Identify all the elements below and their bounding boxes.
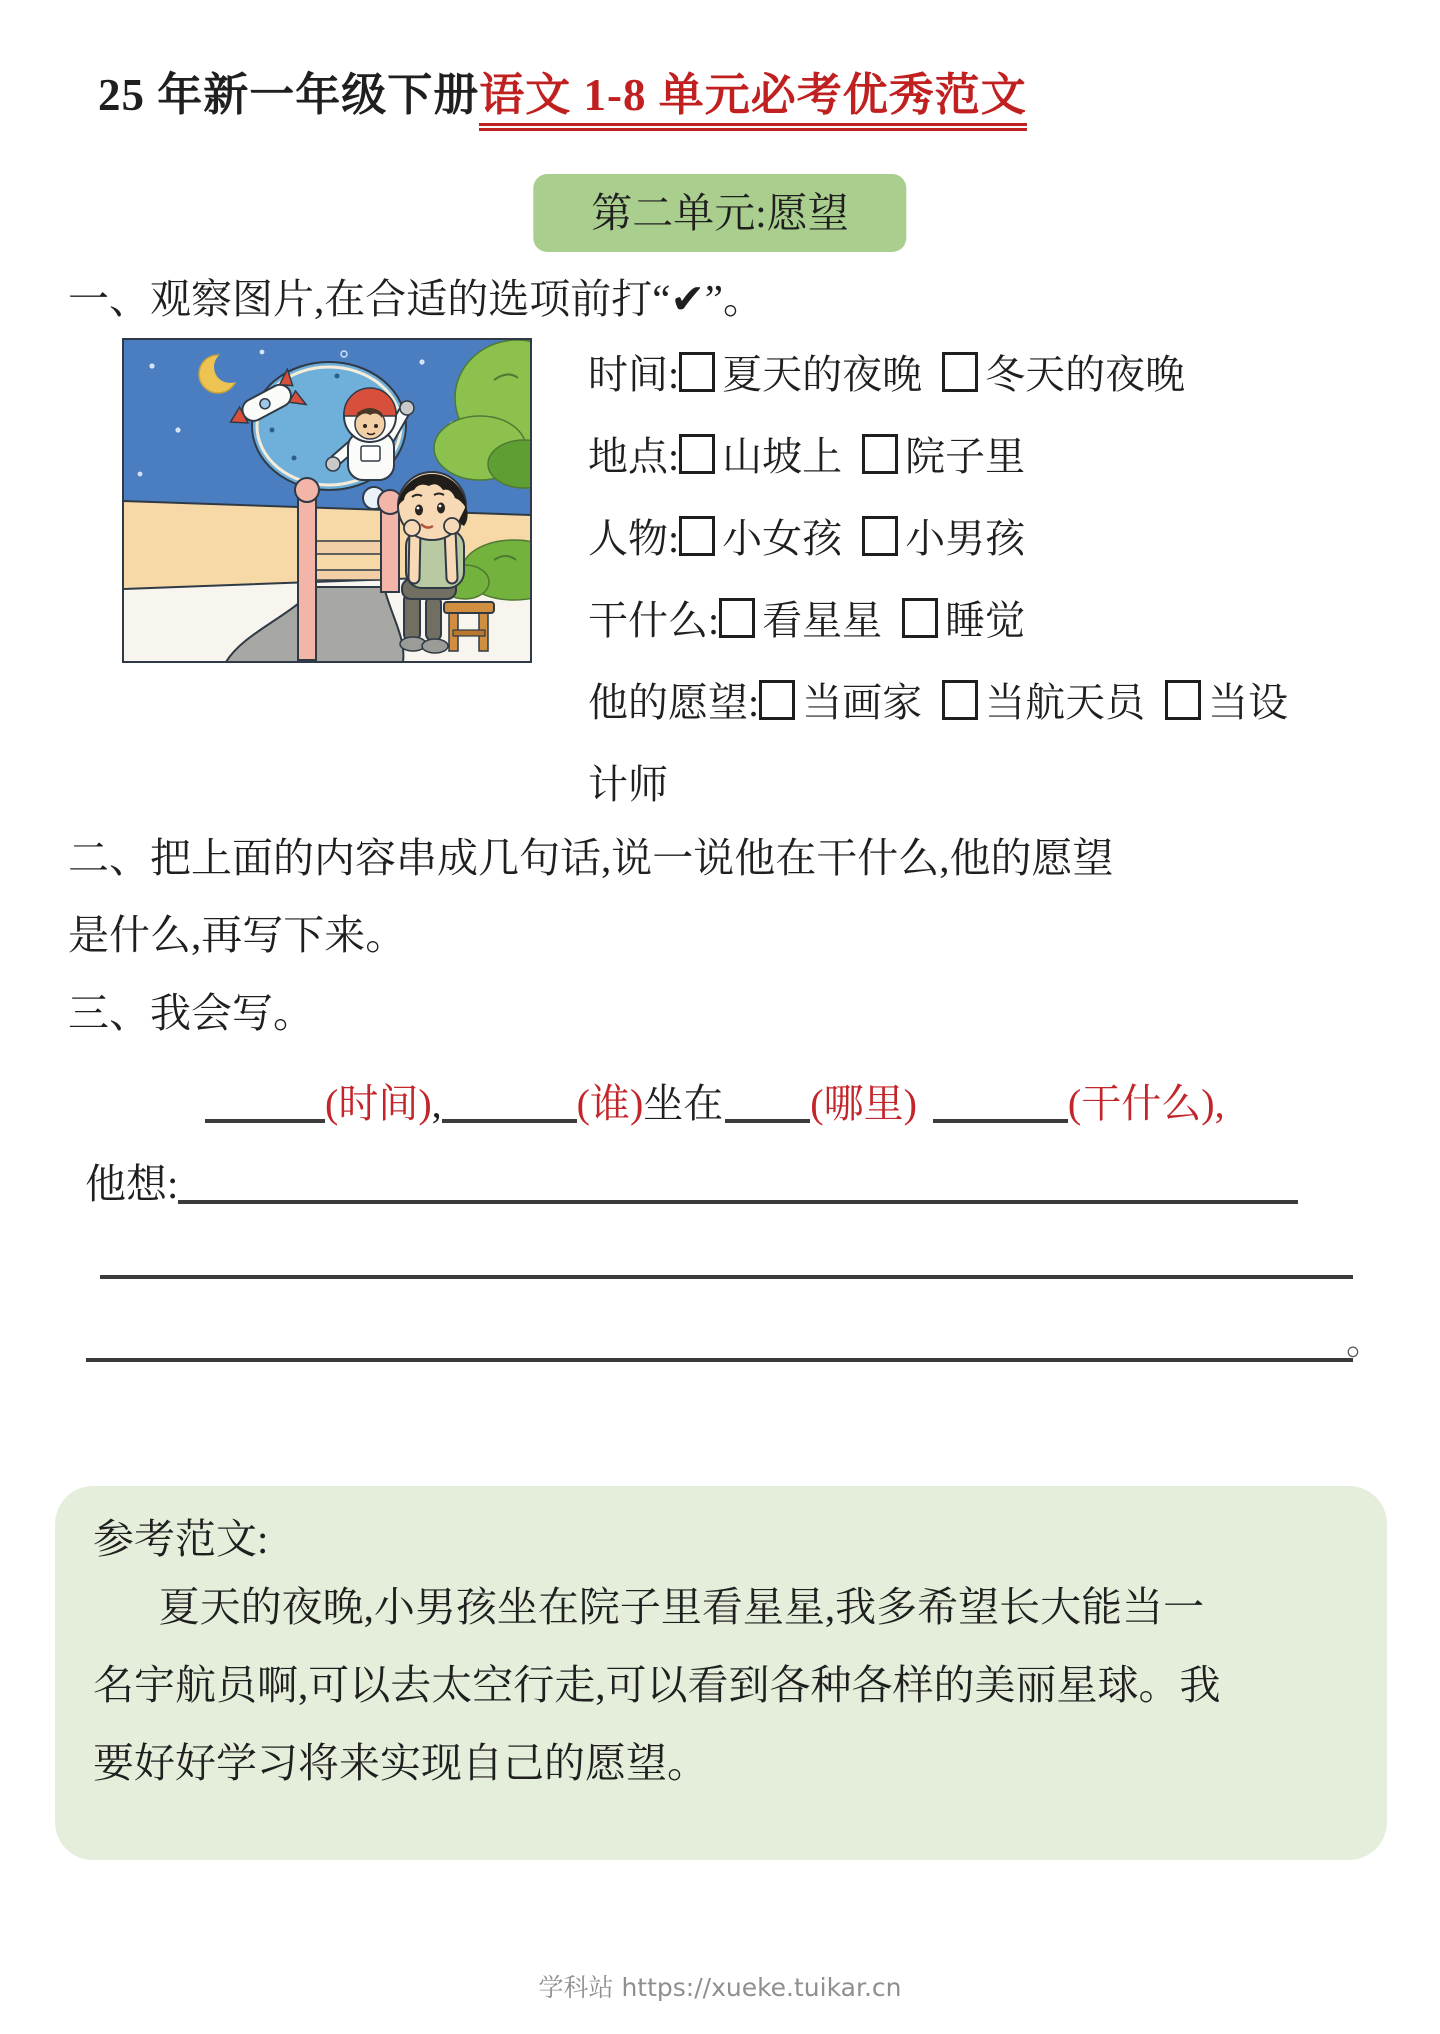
answer-blank bbox=[442, 1075, 577, 1123]
option-checkbox[interactable] bbox=[679, 434, 715, 474]
q2-heading bbox=[68, 820, 1114, 974]
option-checkbox[interactable] bbox=[942, 352, 978, 392]
option-checkbox[interactable] bbox=[942, 680, 978, 720]
unit-banner: 第二单元:愿望 bbox=[533, 174, 906, 252]
option-text: 当画家 bbox=[802, 680, 923, 725]
option-text: 看星星 bbox=[762, 598, 883, 643]
option-label: 他的愿望: bbox=[588, 680, 760, 725]
answer-blank bbox=[100, 1275, 1353, 1279]
q3-heading: 三、我会写。 bbox=[68, 990, 314, 1036]
option-checkbox[interactable] bbox=[679, 516, 715, 556]
option-row-place bbox=[588, 416, 1288, 498]
page-title-red-underlined: 语文 1-8 单元必考优秀范文 bbox=[479, 70, 1027, 131]
option-label: 时间: bbox=[588, 352, 680, 397]
page-title bbox=[98, 58, 1027, 123]
reference-line: 名宇航员啊,可以去太空行走,可以看到各种各样的美丽星球。我 bbox=[93, 1662, 1221, 1708]
scene-illustration bbox=[122, 338, 532, 663]
option-text: 冬天的夜晚 bbox=[985, 352, 1186, 397]
option-checkbox[interactable] bbox=[862, 434, 898, 474]
reference-line: 要好好学习将来实现自己的愿望。 bbox=[93, 1740, 708, 1786]
option-text: 院子里 bbox=[905, 434, 1026, 479]
q2-line1: 二、把上面的内容串成几句话,说一说他在干什么,他的愿望 bbox=[68, 835, 1114, 881]
fill-in-line bbox=[60, 1062, 1225, 1146]
option-text: 当航天员 bbox=[985, 680, 1146, 725]
he-thinks-label: 他想: bbox=[85, 1161, 179, 1207]
option-checkbox[interactable] bbox=[902, 598, 938, 638]
comma: , bbox=[431, 1081, 442, 1126]
reference-essay-box bbox=[55, 1486, 1387, 1860]
option-label: 干什么: bbox=[588, 598, 720, 643]
site-watermark: 学科站 https://xueke.tuikar.cn bbox=[538, 1973, 902, 2002]
option-label: 地点: bbox=[588, 434, 680, 479]
option-text: 小女孩 bbox=[722, 516, 843, 561]
q1-options bbox=[588, 334, 1288, 826]
option-checkbox[interactable] bbox=[719, 598, 755, 638]
hint-what: (干什么) bbox=[1067, 1081, 1215, 1126]
answer-blank bbox=[933, 1075, 1068, 1123]
option-text: 小男孩 bbox=[905, 516, 1026, 561]
option-row-time bbox=[588, 334, 1288, 416]
reference-line: 夏天的夜晚,小男孩坐在院子里看星星,我多希望长大能当一 bbox=[158, 1584, 1205, 1630]
option-text: 山坡上 bbox=[722, 434, 843, 479]
option-checkbox[interactable] bbox=[679, 352, 715, 392]
answer-blank bbox=[725, 1075, 810, 1123]
option-checkbox[interactable] bbox=[1165, 680, 1201, 720]
answer-blank bbox=[205, 1075, 325, 1123]
page-title-black: 25 年新一年级下册 bbox=[98, 70, 480, 120]
answer-blank bbox=[178, 1156, 1298, 1204]
option-row-person bbox=[588, 498, 1288, 580]
option-text: 当设 bbox=[1208, 680, 1289, 725]
reference-label: 参考范文: bbox=[93, 1516, 269, 1562]
he-thinks-line bbox=[85, 1142, 1298, 1226]
option-row-wish bbox=[588, 662, 1288, 744]
option-text: 睡觉 bbox=[945, 598, 1026, 643]
option-checkbox[interactable] bbox=[862, 516, 898, 556]
end-period: 。 bbox=[1346, 1321, 1385, 1363]
hint-where: (哪里) bbox=[810, 1081, 917, 1126]
option-checkbox[interactable] bbox=[759, 680, 795, 720]
red-comma: , bbox=[1214, 1081, 1225, 1126]
hint-who: (谁) bbox=[576, 1081, 644, 1126]
option-label: 人物: bbox=[588, 516, 680, 561]
option-row-wish-continuation: 计师 bbox=[588, 762, 668, 807]
answer-blank bbox=[86, 1358, 1353, 1362]
q2-line2: 是什么,再写下来。 bbox=[68, 912, 407, 958]
option-row-activity bbox=[588, 580, 1288, 662]
text-sit: 坐在 bbox=[643, 1081, 724, 1126]
hint-time: (时间) bbox=[325, 1081, 432, 1126]
option-text: 夏天的夜晚 bbox=[722, 352, 923, 397]
q1-heading: 一、观察图片,在合适的选项前打“✔”。 bbox=[68, 276, 764, 322]
